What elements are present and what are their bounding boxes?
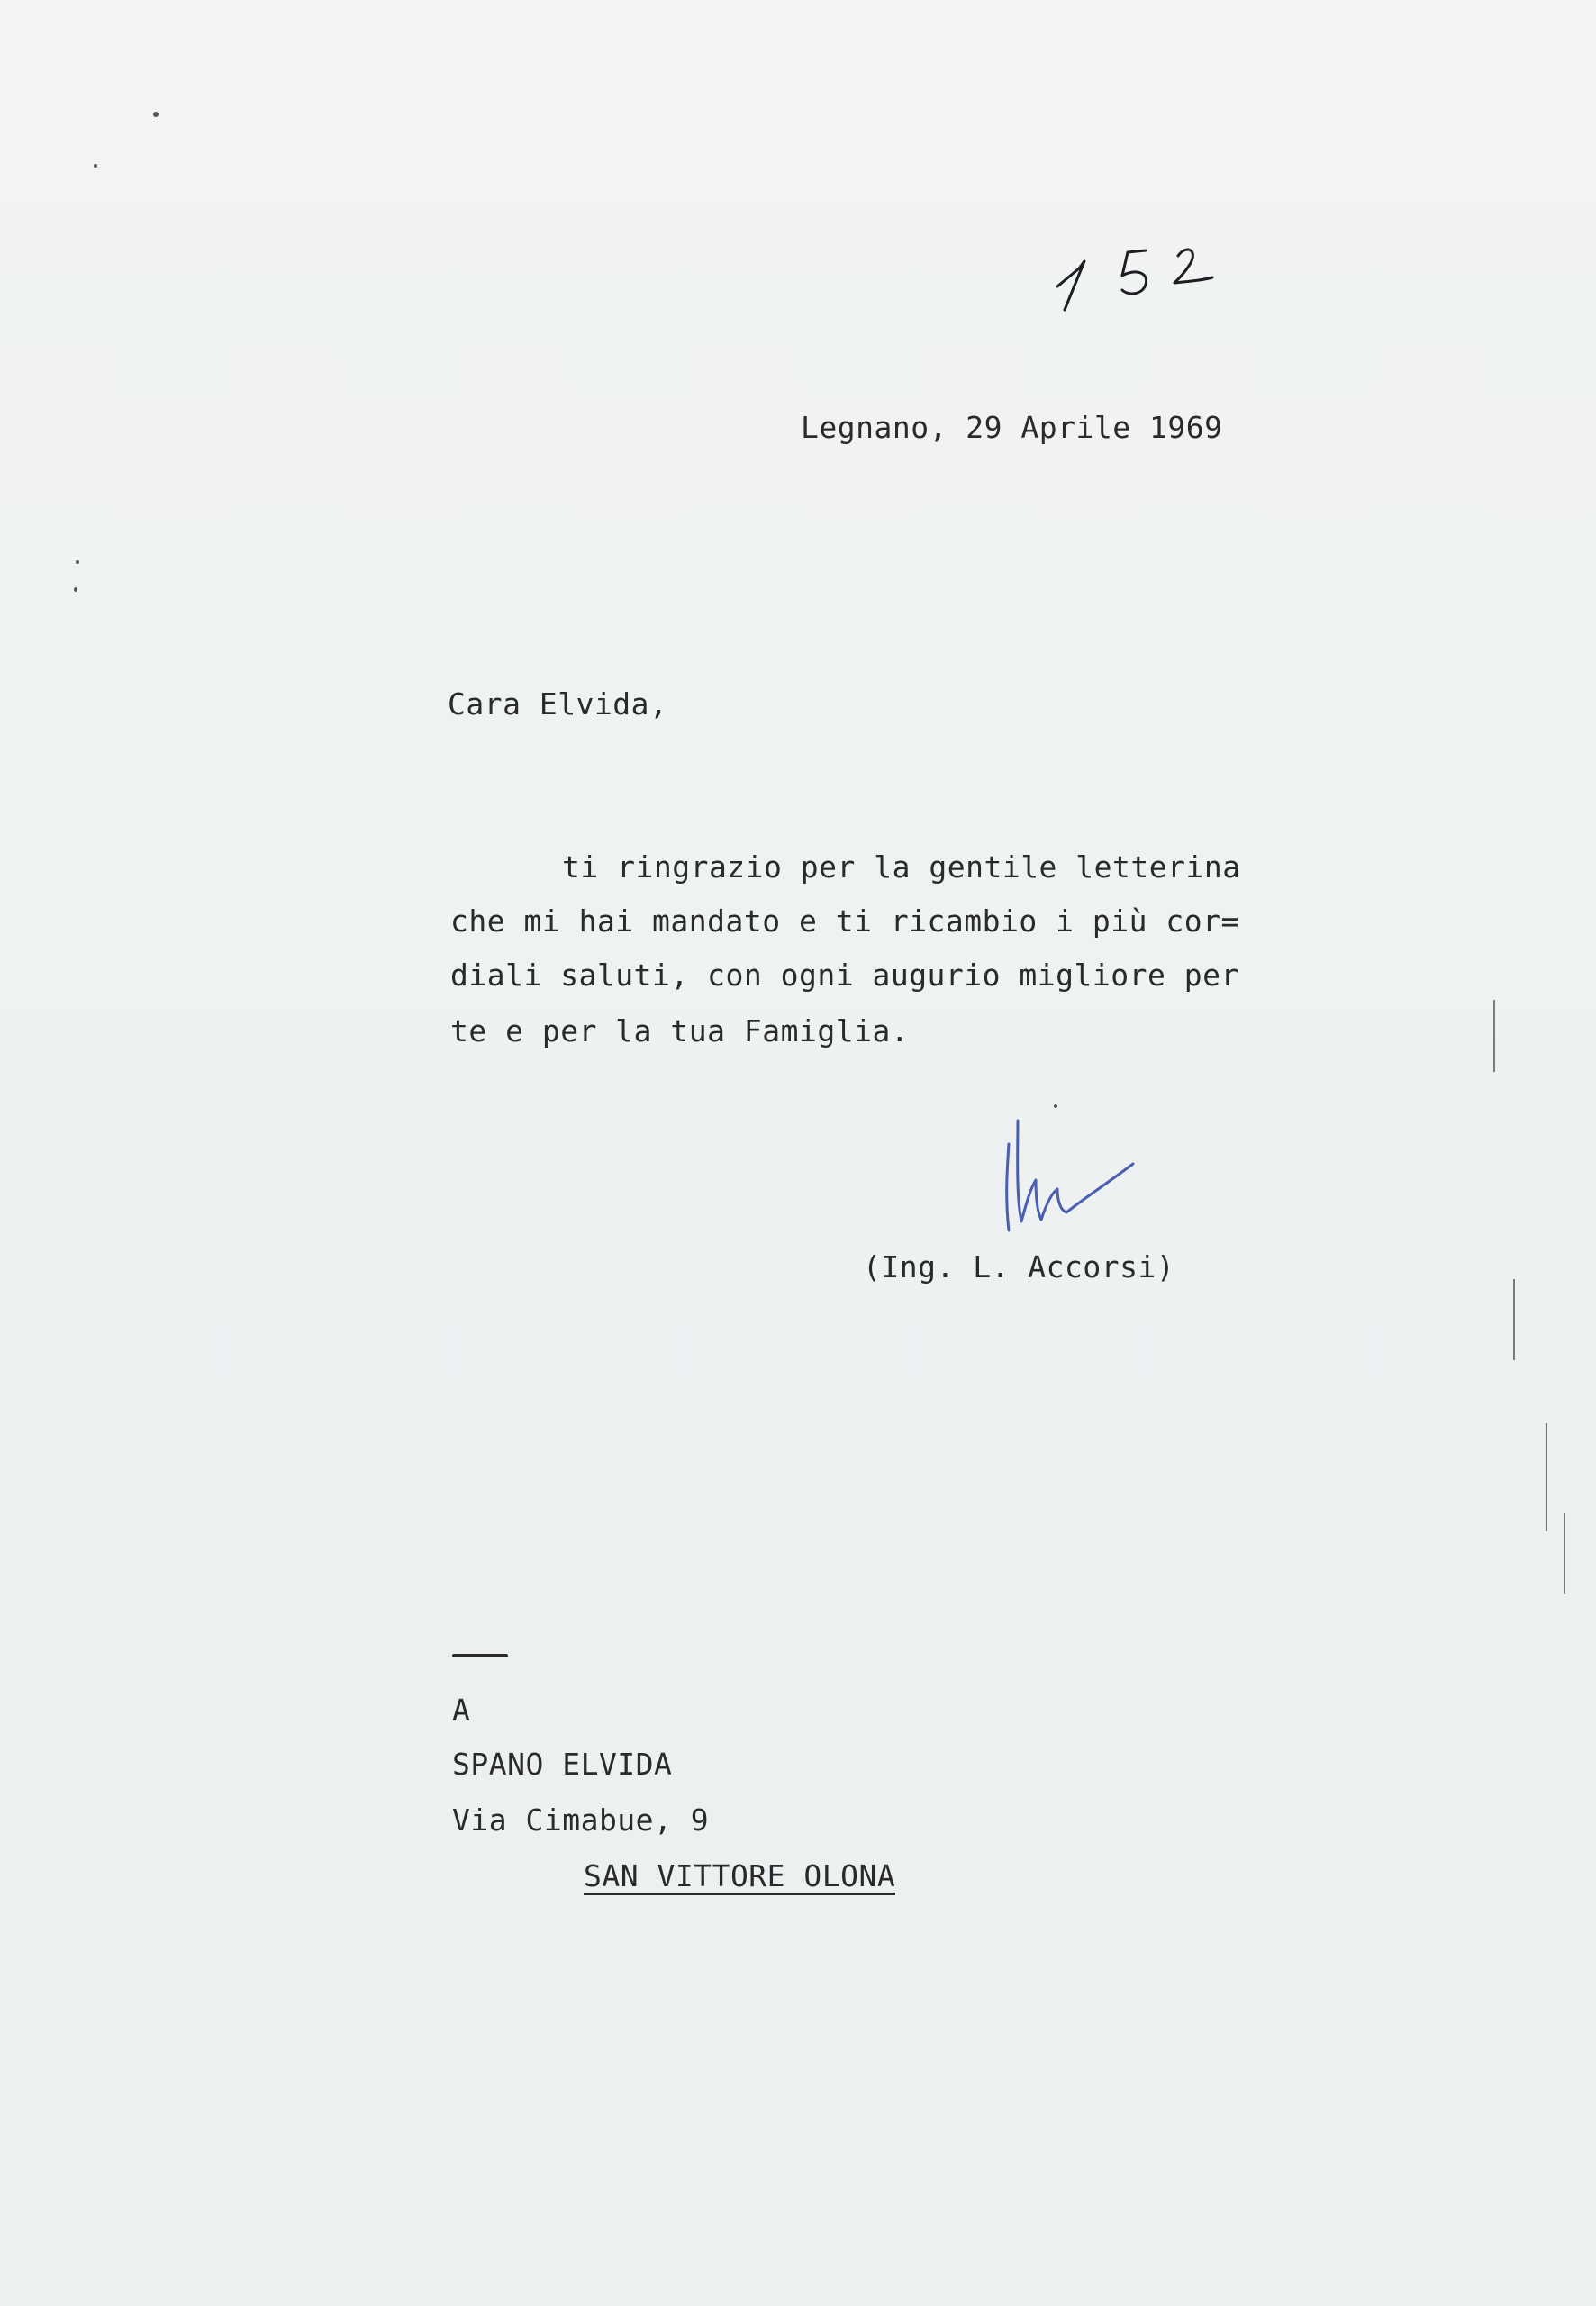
handwritten-page-number xyxy=(1045,236,1252,317)
paper-speck xyxy=(74,587,77,592)
salutation: Cara Elvida, xyxy=(448,686,668,722)
paper-edge-mark xyxy=(1513,1279,1515,1360)
handwritten-signature xyxy=(991,1108,1144,1243)
recipient-street: Via Cimabue, 9 xyxy=(452,1802,710,1838)
body-line-3: diali saluti, con ogni augurio migliore per xyxy=(450,958,1239,993)
body-line-4: te e per la tua Famiglia. xyxy=(450,1013,910,1049)
paper-edge-mark xyxy=(1546,1423,1547,1531)
typed-signature: (Ing. L. Accorsi) xyxy=(863,1249,1175,1285)
separator-dash xyxy=(452,1654,508,1657)
recipient-name: SPANO ELVIDA xyxy=(452,1747,673,1782)
paper-edge-mark xyxy=(1493,1000,1495,1072)
body-line-2: che mi hai mandato e ti ricambio i più cor= xyxy=(450,903,1239,939)
body-line-1: ti ringrazio per la gentile letterina xyxy=(562,849,1241,885)
paper-speck xyxy=(76,560,79,564)
paper-speck xyxy=(153,112,159,117)
recipient-prefix: A xyxy=(452,1693,471,1728)
paper-edge-mark xyxy=(1564,1513,1565,1594)
paper-speck xyxy=(94,164,97,168)
date-line: Legnano, 29 Aprile 1969 xyxy=(801,410,1223,445)
paper-speck xyxy=(1054,1104,1057,1108)
recipient-city: SAN VITTORE OLONA xyxy=(584,1858,896,1893)
